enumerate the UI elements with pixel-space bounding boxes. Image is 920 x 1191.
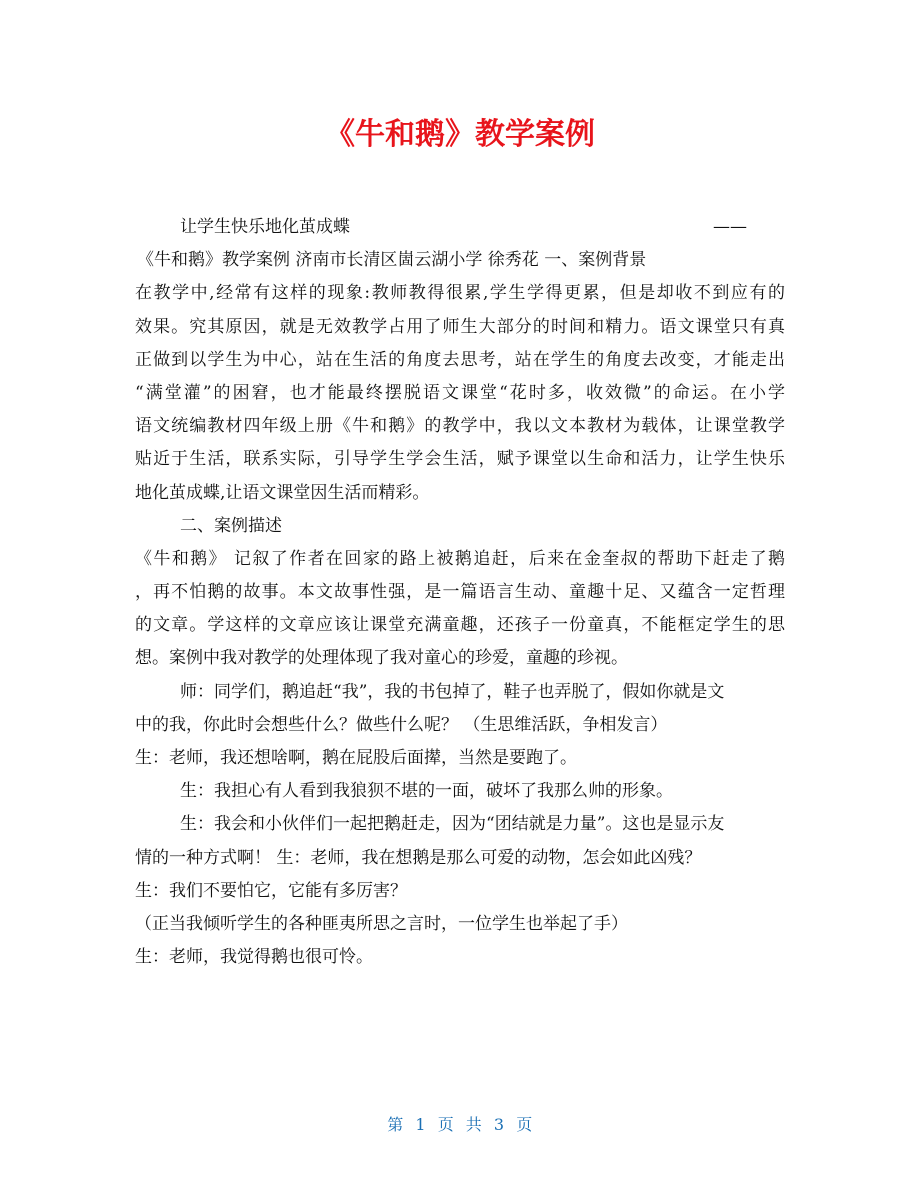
page-footer: [0, 1112, 920, 1135]
footer-label-gong: 共: [465, 1115, 483, 1134]
paragraph-line: 效果。究其原因，就是无效教学占用了师生大部分的时间和精力。语文课堂只有真: [135, 316, 785, 337]
dialogue-line: 情的一种方式啊！ 生：老师，我在想鹅是那么可爱的动物，怎会如此凶残？: [135, 847, 702, 868]
subtitle-dash: ——: [713, 217, 747, 237]
paragraph-line: 贴近于生活，联系实际，引导学生学会生活，赋予课堂以生命和活力，让学生快乐: [135, 449, 785, 470]
author-line: 《牛和鹅》教学案例 济南市长清区崮云湖小学 徐秀花 一、案例背景: [137, 250, 647, 271]
dialogue-line: 生：老师，我还想啥啊，鹅在屁股后面撵，当然是要跑了。: [135, 748, 577, 768]
dialogue-line: 生：我们不要怕它，它能有多厉害？: [135, 880, 407, 901]
footer-total-pages: 3: [493, 1115, 505, 1134]
document-body: [135, 211, 785, 974]
document-title: 《牛和鹅》教学案例: [325, 117, 595, 152]
footer-label-ye: 页: [437, 1115, 455, 1134]
dialogue-line: 生：我会和小伙伴们一起把鹅赶走，因为“团结就是力量”。这也是显示友: [180, 814, 725, 835]
footer-current-page: 1: [415, 1115, 427, 1134]
dialogue-line: 生：老师，我觉得鹅也很可怜。: [135, 947, 373, 968]
paragraph-line: “满堂灌”的困窘，也才能最终摆脱语文课堂“花时多，收效微”的命运。在小学: [135, 382, 785, 403]
dialogue-line: 中的我，你此时会想些什么？做些什么呢？ （生思维活跃，争相发言）: [135, 714, 668, 735]
section-heading: 二、案例描述: [180, 515, 282, 536]
paragraph-line: 的文章。学这样的文章应该让课堂充满童趣，还孩子一份童真，不能框定学生的思: [135, 615, 785, 636]
subtitle-line: [135, 211, 785, 244]
paragraph-line: ，再不怕鹅的故事。本文故事性强，是一篇语言生动、童趣十足、又蕴含一定哲理: [135, 582, 785, 603]
paragraph-line: 语文统编教材四年级上册《牛和鹅》的教学中，我以文本教材为载体，让课堂教学: [135, 416, 785, 437]
dialogue-line: 生：我担心有人看到我狼狈不堪的一面，破坏了我那么帅的形象。: [180, 781, 673, 802]
paragraph-line: 地化茧成蝶,让语文课堂因生活而精彩。: [135, 482, 430, 503]
paragraph-line: 想。案例中我对教学的处理体现了我对童心的珍爱，童趣的珍视。: [135, 648, 628, 669]
footer-label-ye2: 页: [516, 1115, 533, 1134]
footer-label-di: 第: [387, 1115, 404, 1134]
dialogue-line: （正当我倾听学生的各种匪夷所思之言时，一位学生也举起了手）: [135, 913, 628, 934]
paragraph-line: 《牛和鹅》 记叙了作者在回家的路上被鹅追赶，后来在金奎叔的帮助下赶走了鹅: [135, 548, 785, 569]
dialogue-line: 师：同学们，鹅追赶“我”，我的书包掉了，鞋子也弄脱了，假如你就是文: [180, 681, 725, 702]
paragraph-line: 正做到以学生为中心，站在生活的角度去思考，站在学生的角度去改变，才能走出: [135, 349, 785, 370]
paragraph-line: 在教学中,经常有这样的现象:教师教得很累,学生学得更累，但是却收不到应有的: [135, 283, 785, 304]
subtitle-text: 让学生快乐地化茧成蝶: [180, 217, 350, 237]
